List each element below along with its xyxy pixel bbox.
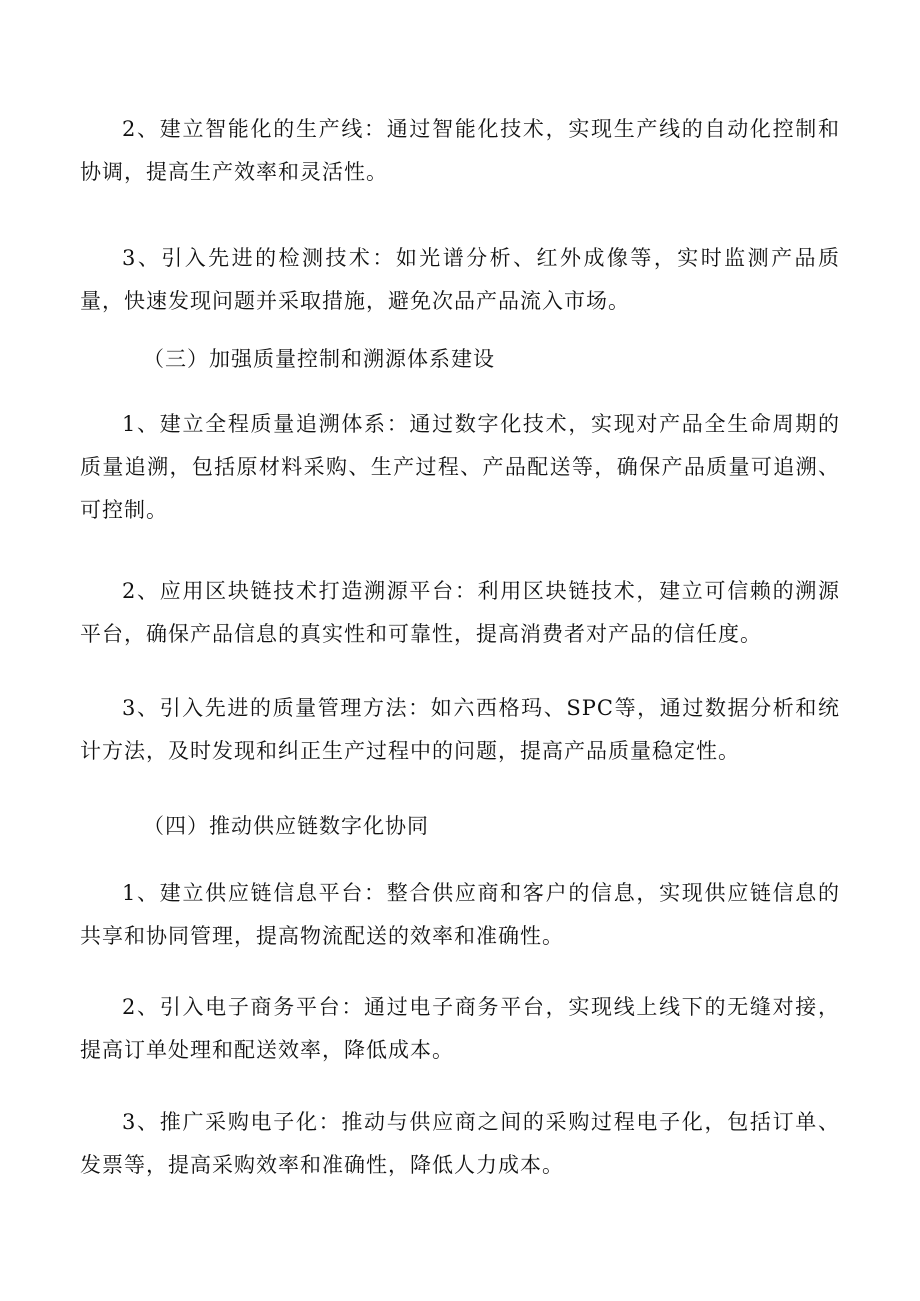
section-heading-quality-traceability: （三）加强质量控制和溯源体系建设	[143, 347, 495, 371]
paragraph-e-procurement: 3、推广采购电子化：推动与供应商之间的采购过程电子化，包括订单、发票等，提高采购效率和准确性，降低人力成本。	[80, 1110, 840, 1177]
paragraph-quality-methods: 3、引入先进的质量管理方法：如六西格玛、SPC等，通过数据分析和统计方法，及时发现和纠正生产过程中的问题，提高产品质量稳定性。	[80, 696, 840, 763]
paragraph-full-traceability: 1、建立全程质量追溯体系：通过数字化技术，实现对产品全生命周期的质量追溯，包括原材料采购、生产过程、产品配送等，确保产品质量可追溯、可控制。	[80, 412, 840, 522]
section-heading-supply-chain: （四）推动供应链数字化协同	[143, 814, 429, 838]
paragraph-supply-chain-platform: 1、建立供应链信息平台：整合供应商和客户的信息，实现供应链信息的共享和协同管理，提高物流配送的效率和准确性。	[80, 881, 840, 948]
paragraph-blockchain-platform: 2、应用区块链技术打造溯源平台：利用区块链技术，建立可信赖的溯源平台，确保产品信息的真实性和可靠性，提高消费者对产品的信任度。	[80, 579, 840, 646]
paragraph-advanced-inspection: 3、引入先进的检测技术：如光谱分析、红外成像等，实时监测产品质量，快速发现问题并采取措施，避免次品产品流入市场。	[80, 246, 840, 313]
paragraph-ecommerce-platform: 2、引入电子商务平台：通过电子商务平台，实现线上线下的无缝对接，提高订单处理和配送效率，降低成本。	[80, 995, 840, 1062]
paragraph-smart-production-line: 2、建立智能化的生产线：通过智能化技术，实现生产线的自动化控制和协调，提高生产效率和灵活性。	[80, 117, 840, 184]
